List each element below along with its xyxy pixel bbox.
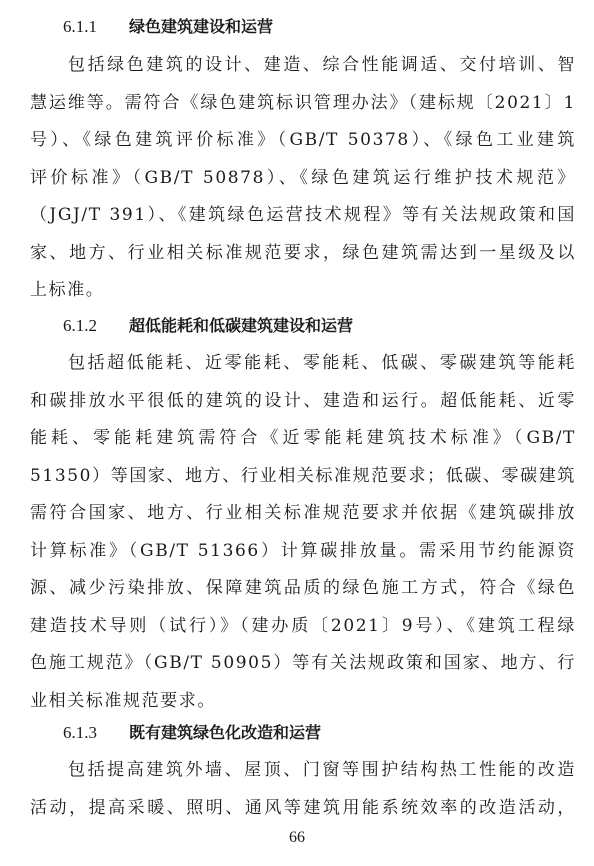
section-title: 超低能耗和低碳建筑建设和运营 bbox=[129, 316, 354, 335]
section-paragraph-6-1-2 bbox=[30, 345, 576, 720]
paragraph-line: 业相关标准规范要求。 bbox=[30, 690, 216, 711]
paragraph-line: 上标准。 bbox=[30, 280, 105, 300]
section-number: 6.1.1 bbox=[63, 17, 97, 36]
section-title: 既有建筑绿色化改造和运营 bbox=[129, 723, 322, 742]
paragraph-line: 和碳排放水平很低的建筑的设计、建造和运行。超低能耗、近零 bbox=[30, 390, 576, 411]
paragraph-line: 包括提高建筑外墙、屋顶、门窗等围护结构热工性能的改造 bbox=[68, 760, 576, 780]
paragraph-line: 慧运维等。需符合《绿色建筑标识管理办法》（建标规〔2021〕1 bbox=[30, 92, 576, 113]
section-paragraph-6-1-3 bbox=[30, 752, 576, 827]
paragraph-line: （JGJ/T 391）、《建筑绿色运营技术规程》等有关法规政策和国 bbox=[30, 205, 576, 225]
page-number: 66 bbox=[289, 829, 305, 846]
section-title: 绿色建筑建设和运营 bbox=[129, 17, 274, 36]
paragraph-line: 号）、《绿色建筑评价标准》（GB/T 50378）、《绿色工业建筑 bbox=[30, 130, 576, 150]
paragraph-line: 51350）等国家、地方、行业相关标准规范要求；低碳、零碳建筑 bbox=[30, 465, 576, 486]
paragraph-line: 能耗、零能耗建筑需符合《近零能耗建筑技术标准》（GB/T bbox=[30, 428, 576, 448]
paragraph-line: 计算标准》（GB/T 51366）计算碳排放量。需采用节约能源资 bbox=[30, 540, 576, 561]
section-heading-6-1-1 bbox=[63, 14, 273, 37]
section-heading-6-1-2 bbox=[63, 313, 353, 336]
section-heading-6-1-3 bbox=[63, 720, 321, 743]
paragraph-line: 评价标准》（GB/T 50878）、《绿色建筑运行维护技术规范》 bbox=[30, 167, 576, 188]
section-number: 6.1.2 bbox=[63, 316, 97, 335]
paragraph-line: 源、减少污染排放、保障建筑品质的绿色施工方式，符合《绿色 bbox=[30, 578, 576, 598]
paragraph-line: 建造技术导则（试行）》（建办质〔2021〕9号）、《建筑工程绿 bbox=[30, 615, 576, 636]
paragraph-line: 包括超低能耗、近零能耗、零能耗、低碳、零碳建筑等能耗 bbox=[68, 353, 576, 373]
paragraph-line: 家、地方、行业相关标准规范要求，绿色建筑需达到一星级及以 bbox=[30, 242, 576, 263]
paragraph-line: 包括绿色建筑的设计、建造、综合性能调适、交付培训、智 bbox=[68, 55, 576, 75]
paragraph-line: 色施工规范》（GB/T 50905）等有关法规政策和国家、地方、行 bbox=[30, 653, 576, 673]
paragraph-line: 需符合国家、地方、行业相关标准规范要求并依据《建筑碳排放 bbox=[30, 503, 576, 523]
section-paragraph-6-1-1 bbox=[30, 47, 576, 310]
section-number: 6.1.3 bbox=[63, 723, 97, 742]
paragraph-line: 活动，提高采暖、照明、通风等建筑用能系统效率的改造活动， bbox=[30, 797, 576, 818]
